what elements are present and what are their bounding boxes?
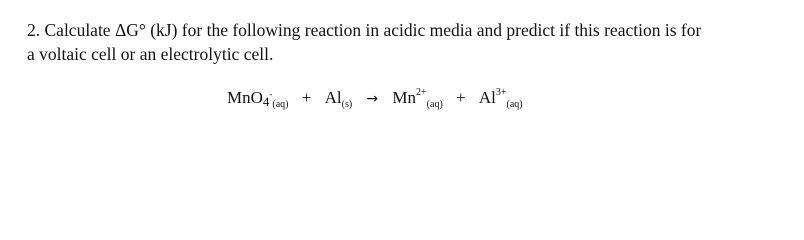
- plus-sign-2: +: [456, 88, 466, 107]
- permanganate-phase: (aq): [272, 99, 289, 110]
- reaction-arrow-icon: →: [366, 91, 379, 107]
- permanganate-formula: MnO: [227, 88, 263, 107]
- chemical-equation: [227, 88, 523, 108]
- reactant-permanganate: [227, 88, 289, 108]
- aluminum-ion-charge: 3+: [495, 87, 507, 98]
- manganese-phase: (aq): [426, 99, 443, 110]
- question-text: [27, 18, 787, 66]
- question-line-2: a voltaic cell or an electrolytic cell.: [27, 44, 274, 64]
- permanganate-subscript: 4: [262, 94, 270, 109]
- reactant-aluminum: [325, 88, 353, 108]
- aluminum-ion-formula: Al: [478, 88, 496, 107]
- manganese-charge: 2+: [416, 87, 427, 98]
- plus-sign-1: +: [301, 88, 312, 107]
- product-aluminum-ion: [479, 88, 523, 108]
- question-line-1: 2. Calculate ΔG° (kJ) for the following reaction in acidic media and predict if this reaction is for: [27, 20, 702, 40]
- product-manganese-ion: [392, 88, 442, 108]
- aluminum-ion-phase: (aq): [506, 99, 523, 110]
- permanganate-charge: -: [269, 89, 273, 99]
- aluminum-phase: (s): [341, 99, 353, 110]
- aluminum-formula: Al: [324, 88, 342, 107]
- manganese-formula: Mn: [392, 88, 417, 107]
